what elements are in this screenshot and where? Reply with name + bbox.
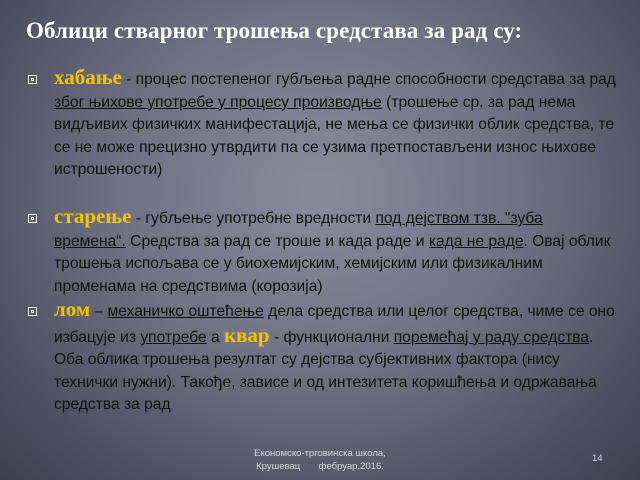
keyword-kvar: квар [223,322,270,347]
bullet-item-habanje [28,66,618,182]
bullet-text [54,205,618,298]
text-segment: – [90,303,108,320]
text-segment: а [206,328,224,346]
slide-title: Облици стварног трошења средстава за рад су: [26,18,523,43]
footer-school [170,447,470,473]
text-segment: . Оба облика трошења резултат су дејства субјективних фактора (нису технички нужни). Такође, зависе и од интезитета коришћења и одржавања средства за рад [54,328,597,413]
square-bullet-icon [28,214,37,223]
text-segment: дела средства или целог средства, чиме се оно избацује из [54,303,615,346]
underlined-segment: механичко оштећење [107,303,264,320]
underlined-segment: под дејством тзв. "зуба времена“. [54,210,543,250]
keyword-starenje: старење [54,204,132,228]
bullet-text [54,298,618,417]
keyword-lom: лом [54,297,91,321]
text-segment: . Овај облик трошења испољава се у биохемијским, хемијским или физикалним променама на средствима (корозија) [54,232,611,295]
footer-school-line2: Крушевац фебруар,2016. [256,461,384,472]
keyword-habanje: хабање [54,65,122,89]
bullet-item-lom [28,298,618,417]
text-segment: Средства за рад се троше и када раде и [125,232,429,250]
footer-school-line1: Економско-трговинска школа, [254,448,386,459]
text-segment: - процес постепеног губљења радне способности средстава за рад [121,71,616,88]
square-bullet-icon [28,307,37,316]
text-segment: - губљење употребне вредности [131,210,376,227]
underlined-segment: употребе [140,328,207,346]
bullet-text [54,66,618,182]
underlined-segment: када не раде [428,232,524,250]
underlined-segment: због њихове употребе у процесу производње [54,93,382,111]
bullet-item-starenje [28,205,618,298]
text-segment: (трошење ср. за рад нема видљивих физичких манифестација, не мења се физички облик средства, те се не може прецизно утврдити па се узима претпостављени износ њиховe истрошености) [54,93,615,178]
underlined-segment: поремећај у раду средства [393,328,590,346]
text-segment: - функционални [269,328,394,346]
square-bullet-icon [28,75,37,84]
page-number: 14 [592,453,603,464]
